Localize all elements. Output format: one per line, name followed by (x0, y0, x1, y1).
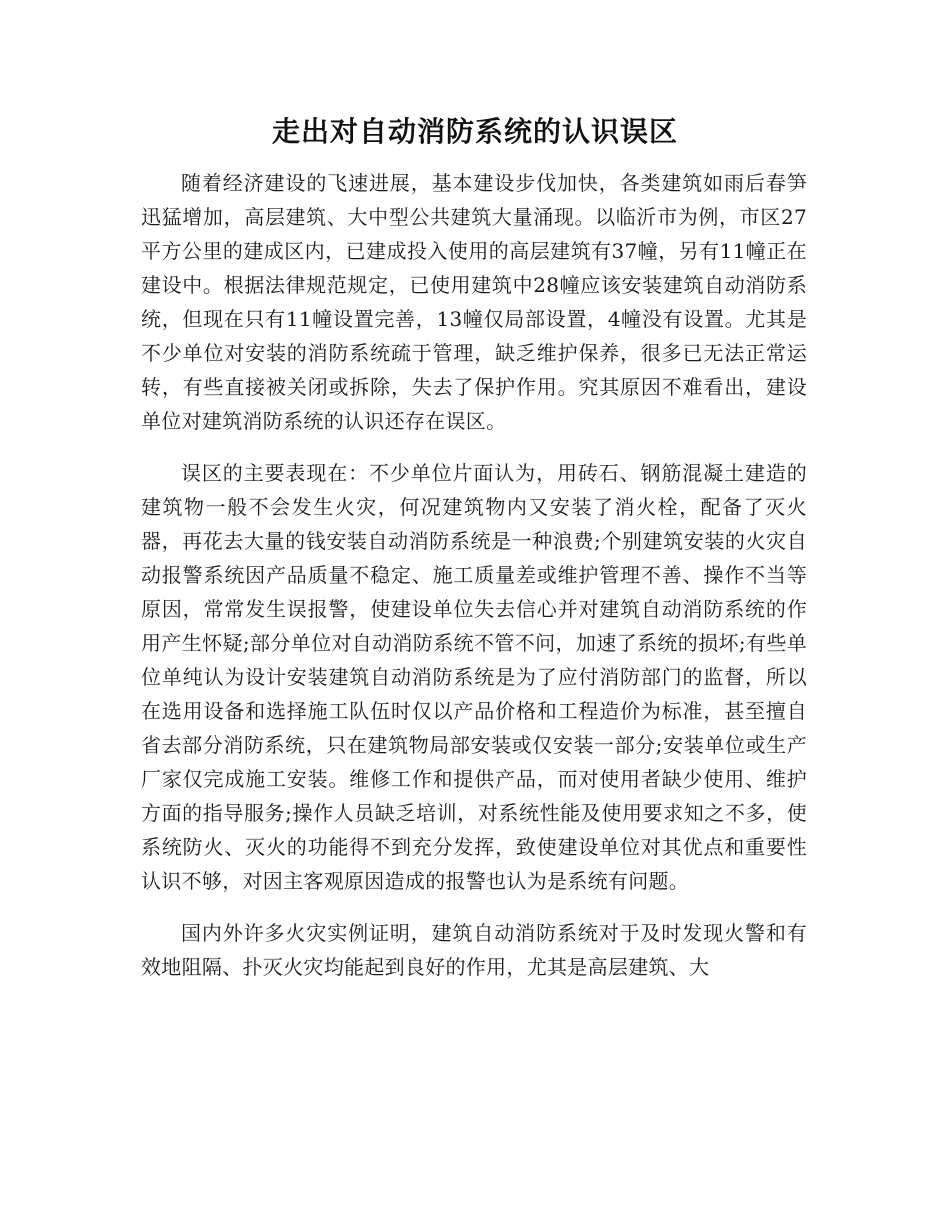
document-title: 走出对自动消防系统的认识误区 (271, 115, 678, 148)
paragraph-2: 误区的主要表现在：不少单位片面认为，用砖石、钢筋混凝土建造的建筑物一般不会发生火灾，何况建筑物内又安装了消火栓，配备了灭火器，再花去大量的钱安装自动消防系统是一种浪费;个别建筑安装的火灾自动报警系统因产品质量不稳定、施工质量差或维护管理不善、操作不当等原因，常常发生误报警，使建设单位失去信心并对建筑自动消防系统的作用产生怀疑;部分单位对自动消防系统不管不问，加速了系统的损坏;有些单位单纯认为设计安装建筑自动消防系统是为了应付消防部门的监督，所以在选用设备和选择施工队伍时仅以产品价格和工程造价为标准，甚至擅自省去部分消防系统，只在建筑物局部安装或仅安装一部分;安装单位或生产厂家仅完成施工安装。维修工作和提供产品，而对使用者缺少使用、维护方面的指导服务;操作人员缺乏培训，对系统性能及使用要求知之不多，使系统防火、灭火的功能得不到充分发挥，致使建设单位对其优点和重要性认识不够，对因主客观原因造成的报警也认为是系统有问题。 (141, 461, 807, 893)
document-body (141, 166, 807, 1002)
paragraph-3: 国内外许多火灾实例证明，建筑自动消防系统对于及时发现火警和有效地阻隔、扑灭火灾均能起到良好的作用，尤其是高层建筑、大 (141, 921, 807, 979)
paragraph-1: 随着经济建设的飞速进展，基本建设步伐加快，各类建筑如雨后春笋迅猛增加，高层建筑、大中型公共建筑大量涌现。以临沂市为例，市区27平方公里的建成区内，已建成投入使用的高层建筑有37幢，另有11幢正在建设中。根据法律规范规定，已使用建筑中28幢应该安装建筑自动消防系统，但现在只有11幢设置完善，13幢仅局部设置，4幢没有设置。尤其是不少单位对安装的消防系统疏于管理，缺乏维护保养，很多已无法正常运转，有些直接被关闭或拆除，失去了保护作用。究其原因不难看出，建设单位对建筑消防系统的认识还存在误区。 (141, 171, 807, 433)
